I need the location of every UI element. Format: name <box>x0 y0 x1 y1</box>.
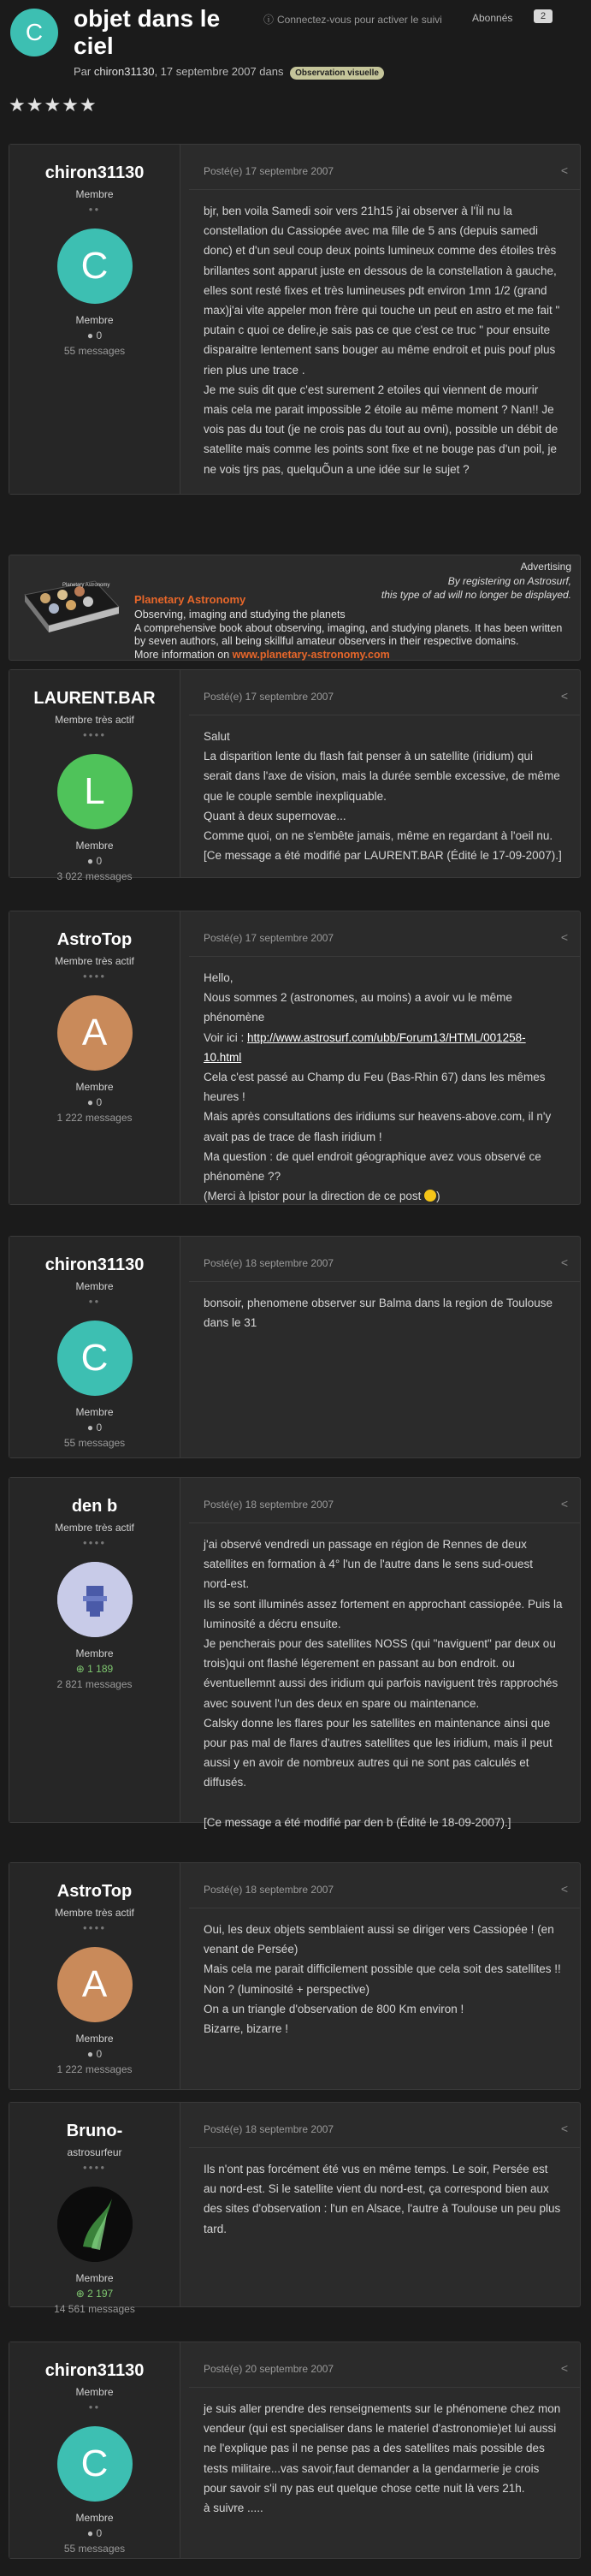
post-body <box>204 1293 563 1333</box>
divider <box>189 1281 580 1282</box>
post-body <box>204 968 563 1206</box>
book-cover-image[interactable] <box>20 578 124 650</box>
topic-author-avatar[interactable]: C <box>10 9 58 56</box>
message-count: 55 messages <box>63 2543 126 2555</box>
forum-post <box>9 911 581 1205</box>
post-content <box>189 1478 580 1829</box>
post-author-panel <box>9 2342 180 2558</box>
message-count: 55 messages <box>63 345 126 357</box>
post-content <box>189 911 580 1204</box>
post-date[interactable]: Posté(e) 18 septembre 2007 <box>204 1499 334 1511</box>
post-paragraph: Voir ici : http://www.astrosurf.com/ubb/Forum13/HTML/001258-10.html <box>204 1030 526 1064</box>
post-paragraph: je suis aller prendre des renseignements sur le phénomene chez mon vendeur (qui est specialiser dans le materiel d'astronomie)et lui aussi ne l'explique pas il ne pense pas a des satellites mais possible des tests militaire...vas savoir,faut demander a la gendarmerie je crois pour savoir s'il ny pas eut quelque chose cette nuit là vers 21h. <box>204 2402 561 2495</box>
reputation-icon: ● <box>86 329 97 341</box>
smiley-icon <box>424 1190 436 1202</box>
share-icon[interactable]: < <box>560 1497 568 1511</box>
post-author-panel <box>9 1237 180 1457</box>
reputation: ⊕ 1 189 <box>75 1663 114 1675</box>
post-author-name[interactable]: AstroTop <box>56 1882 133 1901</box>
post-author-name[interactable]: chiron31130 <box>44 1255 145 1274</box>
forum-post <box>9 2102 581 2315</box>
post-paragraph: Hello, <box>204 971 233 984</box>
author-role: Membre <box>75 1081 114 1093</box>
post-paragraph: On a un triangle d'observation de 800 Km environ ! <box>204 2002 464 2015</box>
avatar[interactable]: C <box>57 229 133 304</box>
post-date[interactable]: Posté(e) 17 septembre 2007 <box>204 932 334 944</box>
ad-desc-line: A comprehensive book about observing, imaging, and studying planets. It has been written by seven authors, all being skillful amateur observers in their respective domains. <box>134 621 563 647</box>
share-icon[interactable]: < <box>560 2361 568 2375</box>
topic-date: , 17 septembre 2007 dans <box>154 65 284 78</box>
post-content <box>189 145 580 494</box>
rating-stars[interactable]: ★★★★★ <box>9 94 98 116</box>
reputation-icon: ● <box>86 2048 97 2060</box>
avatar[interactable]: L <box>57 754 133 829</box>
forum-post <box>9 144 581 495</box>
message-count: 3 022 messages <box>56 870 133 882</box>
post-date[interactable]: Posté(e) 18 septembre 2007 <box>204 1884 334 1896</box>
post-paragraph: Nous sommes 2 (astronomes, au moins) a avoir vu le même phénomène <box>204 991 512 1024</box>
info-icon: ⓘ <box>263 14 275 26</box>
post-paragraph: Je me suis dit que c'est surement 2 etoiles qui viennent de mourir mais cela me parait impossible 2 étoile au même moment ? Nan!! Je vois pas du tout (je ne crois pas du tout au ovni), possible un débit de satellite mais comme les points sont fixe et ne bouge pas d'un poil, je ne vois tjrs pas, quelquÕun a une idée sur le sujet ? <box>204 383 558 476</box>
post-paragraph: Mais après consultations des iridiums sur heavens-above.com, il n'y avait pas de trace de flash iridium ! <box>204 1110 552 1143</box>
reputation-icon: ● <box>86 855 97 867</box>
post-content <box>189 670 580 877</box>
rank-pips: ●●●● <box>82 1539 107 1546</box>
page-title: objet dans le ciel <box>74 5 221 59</box>
reputation-icon: ● <box>86 1422 97 1433</box>
post-author-name[interactable]: LAURENT.BAR <box>33 689 156 708</box>
post-author-panel <box>9 2103 180 2315</box>
post-paragraph: j'ai observé vendredi un passage en région de Rennes de deux satellites en formation à 4° l'un de l'autre dans le sens sud-ouest nord-est. <box>204 1538 534 1591</box>
divider <box>189 2147 580 2148</box>
post-content <box>189 2103 580 2306</box>
post-paragraph: Mais cela me parait difficilement possible que cela soit des satellites !! Non ? (luminosité + perspective) <box>204 1962 561 1996</box>
ad-title[interactable]: Planetary Astronomy <box>134 593 246 606</box>
rank-pips: ●● <box>88 1297 101 1305</box>
topic-meta <box>74 65 384 80</box>
share-icon[interactable]: < <box>560 1255 568 1269</box>
post-link[interactable]: http://www.astrosurf.com/ubb/Forum13/HTML/001258-10.html <box>204 1030 526 1064</box>
post-content <box>189 2342 580 2558</box>
follow-button[interactable] <box>263 12 442 27</box>
post-author-name[interactable]: chiron31130 <box>44 2361 145 2380</box>
post-author-name[interactable]: AstroTop <box>56 930 133 949</box>
post-body <box>204 201 563 479</box>
avatar[interactable]: A <box>57 1947 133 2022</box>
share-icon[interactable]: < <box>560 2122 568 2135</box>
post-paragraph: Ils se sont illuminés assez fortement en approchant cassiopée. Puis la luminosité a décru ensuite. <box>204 1597 563 1630</box>
author-rank: Membre <box>75 2386 114 2398</box>
share-icon[interactable]: < <box>560 930 568 944</box>
divider <box>189 956 580 957</box>
author-role: Membre <box>75 1647 114 1659</box>
author-rank: Membre très actif <box>55 955 134 967</box>
post-paragraph: Calsky donne les flares pour les satellites en maintenance ainsi que pour pas mal de flares d'autres satellites que les iridium, mais il peut aussi y en avoir de nombreux autres qui ne sont pas calculés et diffusés. <box>204 1716 553 1790</box>
forum-post <box>9 2342 581 2559</box>
post-paragraph: Quant à deux supernovae... <box>204 809 346 822</box>
ad-more-link[interactable]: www.planetary-astronomy.com <box>232 648 390 661</box>
post-paragraph: (Merci à lpistor pour la direction de ce post ) <box>204 1190 440 1203</box>
avatar[interactable] <box>57 1562 133 1637</box>
author-rank: Membre très actif <box>55 1907 134 1919</box>
follow-label: Connectez-vous pour activer le suivi <box>277 14 442 26</box>
reputation: ● 0 <box>86 2048 103 2060</box>
post-date[interactable]: Posté(e) 18 septembre 2007 <box>204 1257 334 1269</box>
forum-badge[interactable]: Observation visuelle <box>290 67 384 80</box>
post-paragraph: Salut <box>204 730 230 743</box>
post-paragraph: Je pencherais pour des satellites NOSS (qui "naviguent" par deux ou trois)qui ont flashé légerement en passant au bon endroit. ou éventuellemnt aussi des iridium qui parfois naviguent très rapprochés avec souvent l'un des deux en spare ou maintenance. <box>204 1637 558 1710</box>
rank-pips: ●●●● <box>82 972 107 980</box>
post-paragraph: Bizarre, bizarre ! <box>204 2022 289 2036</box>
post-author-name[interactable]: chiron31130 <box>44 163 145 182</box>
share-icon[interactable]: < <box>560 1882 568 1896</box>
post-paragraph: [Ce message a été modifié par den b (Édité le 18-09-2007).] <box>204 1815 511 1829</box>
post-date[interactable]: Posté(e) 17 septembre 2007 <box>204 691 334 703</box>
rank-pips: ●●●● <box>82 731 107 739</box>
avatar-image <box>57 1562 133 1637</box>
ad-note <box>381 574 571 602</box>
author-rank: Membre <box>75 188 114 200</box>
author-role: Membre <box>75 2512 114 2524</box>
ad-note-line: By registering on Astrosurf, <box>447 575 571 587</box>
avatar[interactable]: C <box>57 1321 133 1396</box>
message-count: 14 561 messages <box>54 2303 135 2315</box>
reputation: ● 0 <box>86 2527 103 2539</box>
author-role: Membre <box>75 2033 114 2045</box>
message-count: 55 messages <box>63 1437 126 1449</box>
rank-pips: ●●●● <box>82 1924 107 1932</box>
post-date[interactable]: Posté(e) 17 septembre 2007 <box>204 165 334 177</box>
divider <box>189 189 580 190</box>
post-author-panel <box>9 911 180 1204</box>
reputation: ● 0 <box>86 1096 103 1108</box>
divider <box>189 1522 580 1523</box>
divider <box>189 2387 580 2388</box>
share-icon[interactable]: < <box>560 163 568 177</box>
rank-pips: ●●●● <box>82 2163 107 2171</box>
ad-label: Advertising <box>520 561 571 573</box>
avatar[interactable] <box>57 2187 133 2262</box>
subscribers-count: 2 <box>534 9 553 23</box>
post-paragraph: à suivre ..... <box>204 2502 263 2515</box>
advertising-block <box>9 555 581 661</box>
reputation: ⊕ 2 197 <box>75 2288 114 2300</box>
forum-post <box>9 1862 581 2090</box>
ad-more <box>134 649 571 662</box>
author-rank: Membre très actif <box>55 714 134 726</box>
reputation-icon: ● <box>86 1096 97 1108</box>
topic-author-link[interactable]: chiron31130 <box>93 65 155 78</box>
share-icon[interactable]: < <box>560 689 568 703</box>
post-content <box>189 1863 580 2089</box>
post-paragraph: Oui, les deux objets semblaient aussi se diriger vers Cassiopée ! (en venant de Persée) <box>204 1923 554 1956</box>
author-rank: Membre très actif <box>55 1522 134 1534</box>
author-rank: Membre <box>75 1280 114 1292</box>
topic-header <box>0 0 591 116</box>
post-date[interactable]: Posté(e) 18 septembre 2007 <box>204 2123 334 2135</box>
message-count: 1 222 messages <box>56 2063 133 2075</box>
post-author-panel <box>9 1863 180 2089</box>
ad-more-prefix: More information on <box>134 648 233 661</box>
post-body <box>204 727 563 865</box>
reputation-icon: ● <box>86 2527 97 2539</box>
forum-post <box>9 1236 581 1458</box>
rank-pips: ●● <box>88 205 101 213</box>
post-paragraph: bonsoir, phenomene observer sur Balma dans la region de Toulouse dans le 31 <box>204 1297 553 1330</box>
message-count: 2 821 messages <box>56 1678 133 1690</box>
post-paragraph: Ils n'ont pas forcément été vus en même temps. Le soir, Persée est au nord-est. Si le satellite vient du nord-est, ça correspond bien aux des sites d'observation : l'un en Alsace, l'autre à Toulouse un peu plus tard. <box>204 2163 561 2235</box>
post-body <box>204 1920 563 2039</box>
post-paragraph: Cela c'est passé au Champ du Feu (Bas-Rhin 67) dans les mêmes heures ! <box>204 1071 546 1104</box>
subscribers-label: Abonnés <box>472 12 513 24</box>
reputation-icon: ⊕ <box>75 2288 88 2300</box>
post-date[interactable]: Posté(e) 20 septembre 2007 <box>204 2363 334 2375</box>
post-body <box>204 2399 563 2518</box>
forum-post <box>9 669 581 882</box>
ad-note-line: this type of ad will no longer be displayed. <box>381 589 571 601</box>
avatar[interactable]: C <box>57 2426 133 2502</box>
author-role: Membre <box>75 2272 114 2284</box>
post-body <box>204 1534 563 1832</box>
post-author-panel <box>9 670 180 882</box>
book-cover-title: Planetary Astronomy <box>62 583 110 588</box>
post-author-name[interactable]: Bruno- <box>66 2122 123 2140</box>
post-body <box>204 2159 563 2239</box>
avatar-image <box>57 2187 133 2262</box>
reputation-icon: ⊕ <box>75 1663 88 1675</box>
post-author-panel <box>9 145 180 494</box>
author-role: Membre <box>75 840 114 852</box>
post-content <box>189 1237 580 1457</box>
post-paragraph: bjr, ben voila Samedi soir vers 21h15 j'ai observer à l'Ïil nu la constellation du Cassiopée avec ma fille de 5 ans (depuis samedi donc) et d'un seul coup deux points lumineux comme des étoiles très brillantes sont apparut juste en dessous de la constellation à gauche, elles sont resté fixes et très lumineuses pdt environ 1mn 1/2 (grand max)j'ai vite appeler mon frère qui touche un peut en astro et me fait " putain c quoi ce delire,je sais pas ce que c'est ce truc " pour ensuite disparaitre lentement sans bouger au même endroit et puis pouf plus rien plus une trace . <box>204 205 560 377</box>
post-author-name[interactable]: den b <box>71 1497 118 1516</box>
message-count: 1 222 messages <box>56 1112 133 1124</box>
reputation: ● 0 <box>86 329 103 341</box>
post-paragraph: Comme quoi, on ne s'embête jamais, même en regardant à l'oeil nu. <box>204 829 553 843</box>
avatar[interactable]: A <box>57 995 133 1071</box>
post-author-panel <box>9 1478 180 1822</box>
post-paragraph: [Ce message a été modifié par LAURENT.BAR (Édité le 17-09-2007).] <box>204 849 562 863</box>
by-label: Par <box>74 65 92 78</box>
author-role: Membre <box>75 1406 114 1418</box>
reputation: ● 0 <box>86 855 103 867</box>
post-paragraph: Ma question : de quel endroit géographique avez vous observé ce phénomène ?? <box>204 1149 541 1184</box>
rank-pips: ●● <box>88 2403 101 2411</box>
forum-post <box>9 1477 581 1829</box>
author-rank: astrosurfeur <box>67 2146 122 2158</box>
post-paragraph <box>204 1793 563 1813</box>
ad-desc-line: Observing, imaging and studying the planets <box>134 608 346 620</box>
author-role: Membre <box>75 314 114 326</box>
ad-description <box>134 608 571 662</box>
reputation: ● 0 <box>86 1422 103 1433</box>
post-paragraph: La disparition lente du flash fait penser à un satellite (iridium) qui serait dans l'axe de vision, mais la durée semble excessive, de même que le couple semble inexpliquable. <box>204 750 560 803</box>
